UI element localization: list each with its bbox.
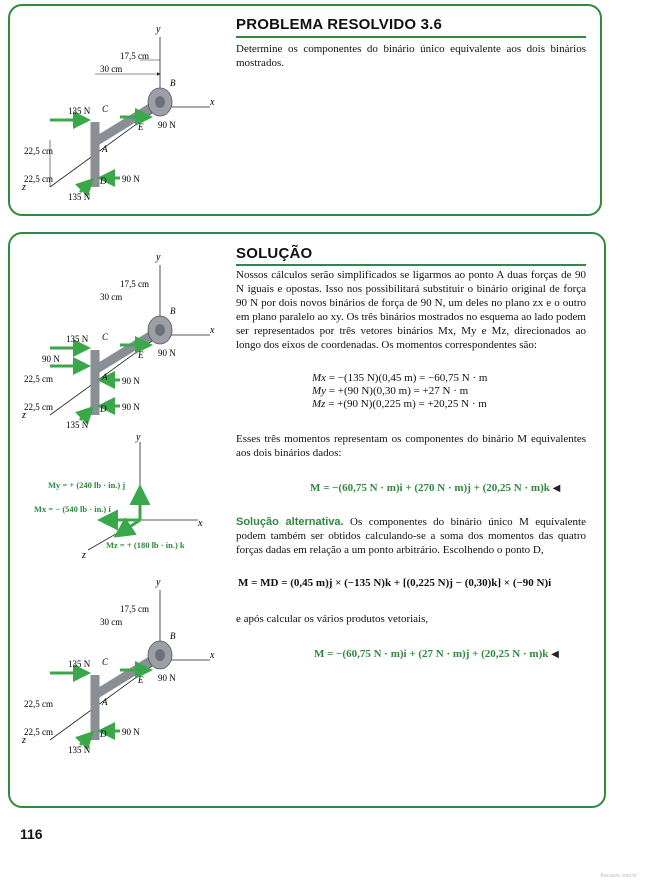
moment-z — [312, 398, 487, 411]
axis-z-label-2: z — [22, 410, 26, 421]
force-90-4b: 90 N — [122, 727, 140, 737]
dim-225-b: 22,5 cm — [24, 174, 53, 184]
solution-intro: Nossos cálculos serão simplificados se ligarmos ao ponto A duas forças de 90 N iguais e opostas. Isso nos possibilitará substituir o binário original de força 90 N por dois novos binários de força de 90 N, um deles no plano zx e o outro em plano paralelo ao xy. Os três binários mostrados no esquema ao lado podem ser representados por três vetores binários Mx, My e Mz, direcionados ao longo dos eixos de coordenadas. Os momentos correspondentes são: — [236, 269, 586, 351]
force-90-top: 90 N — [158, 120, 176, 130]
point-c-2: C — [102, 332, 109, 342]
solution-text2: Esses três momentos representam os componentes do binário M equivalentes aos dois binários dados: — [236, 433, 586, 459]
end-marker-1: ◀ — [552, 483, 561, 494]
axis-x-label-4: x — [210, 650, 215, 661]
dim-225-a: 22,5 cm — [24, 146, 53, 156]
problem-title-rule — [236, 36, 586, 38]
point-e-2: E — [138, 350, 144, 360]
alt-solution — [236, 515, 586, 557]
force-135-2b: 135 N — [66, 420, 89, 430]
dim-30-4: 30 cm — [100, 617, 123, 627]
moment-z-lhs: Mz — [312, 398, 326, 410]
moment-y-lhs: My — [312, 385, 327, 397]
force-135-4b: 135 N — [68, 745, 91, 755]
point-e: E — [138, 122, 144, 132]
force-135-2a: 135 N — [66, 334, 89, 344]
axis-y-label-4: y — [156, 577, 161, 588]
problem-figure — [20, 12, 230, 207]
axis-x-label-2: x — [210, 325, 215, 336]
alt-text: Os componentes do binário único M equivalente podem também ser obtidos calculando-se a soma dos momentos das quatro forças dadas em relação a um ponto arbitrário. Escolhendo o ponto D, — [236, 516, 586, 556]
watermark: fisicaexe.com.br — [600, 873, 637, 879]
result-2-text: M = −(60,75 N · m)i + (27 N · m)j + (20,25 N · m)k — [314, 648, 549, 660]
end-marker-2: ◀ — [551, 649, 559, 660]
vec-my: My = + (240 lb · in.) j — [48, 480, 126, 490]
page-number: 116 — [20, 826, 43, 842]
force-135-4a: 135 N — [68, 659, 91, 669]
result-1 — [310, 482, 560, 495]
point-e-4: E — [138, 675, 144, 685]
alt-equation: M = MD = (0,45 m)j × (−135 N)k + [(0,225 N)j − (0,30)k] × (−90 N)i — [238, 577, 552, 589]
force-90-2a: 90 N — [42, 354, 60, 364]
solution-text3: e após calcular os vários produtos vetoriais, — [236, 613, 429, 625]
dim-225-4a: 22,5 cm — [24, 699, 53, 709]
axis-z-label-4: z — [22, 735, 26, 746]
alt-label: Solução alternativa. — [236, 516, 344, 528]
vec-mx: Mx = − (540 lb · in.) i — [34, 504, 111, 514]
point-d: D — [100, 176, 107, 186]
point-b-4: B — [170, 631, 176, 641]
point-d-2: D — [100, 404, 107, 414]
force-90-2b: 90 N — [158, 348, 176, 358]
moment-y-rhs: = +(90 N)(0,30 m) = +27 N · m — [328, 385, 469, 397]
solution-figure-2 — [20, 565, 230, 760]
dim-175-4: 17,5 cm — [120, 604, 149, 614]
axis-y-label-2: y — [156, 252, 161, 263]
force-90-bottom: 90 N — [122, 174, 140, 184]
dim-225-2a: 22,5 cm — [24, 374, 53, 384]
point-a-4: A — [102, 697, 108, 707]
result-1-text: M = −(60,75 N · m)i + (270 N · m)j + (20,25 N · m)k — [310, 482, 550, 494]
point-c-4: C — [102, 657, 109, 667]
force-90-4a: 90 N — [158, 673, 176, 683]
point-c: C — [102, 104, 109, 114]
moment-y — [312, 385, 468, 398]
solution-title: SOLUÇÃO — [236, 245, 313, 262]
dim-225-4b: 22,5 cm — [24, 727, 53, 737]
problem-title: PROBLEMA RESOLVIDO 3.6 — [236, 16, 443, 33]
solution-title-rule — [236, 264, 586, 266]
axis-y-label: y — [156, 24, 161, 35]
point-a: A — [102, 144, 108, 154]
axis-z-label: z — [22, 182, 26, 193]
point-d-4: D — [100, 729, 107, 739]
dim-225-2b: 22,5 cm — [24, 402, 53, 412]
force-90-2c: 90 N — [122, 376, 140, 386]
dim-175-2: 17,5 cm — [120, 279, 149, 289]
moment-x-rhs: = −(135 N)(0,45 m) = −60,75 N · m — [328, 372, 488, 384]
moment-x-lhs: Mx — [312, 372, 327, 384]
force-135-bottom: 135 N — [68, 192, 91, 202]
point-b-2: B — [170, 306, 176, 316]
vec-axis-x: x — [198, 518, 203, 529]
axis-x-label: x — [210, 97, 215, 108]
force-90-2d: 90 N — [122, 402, 140, 412]
dim-30-2: 30 cm — [100, 292, 123, 302]
point-b: B — [170, 78, 176, 88]
moment-x — [312, 372, 487, 385]
dim-30: 30 cm — [100, 64, 123, 74]
point-a-2: A — [102, 372, 108, 382]
moment-vectors-figure — [20, 432, 230, 562]
force-135-top: 135 N — [68, 106, 91, 116]
result-2 — [314, 648, 559, 661]
vec-axis-z: z — [82, 550, 86, 561]
vec-axis-y: y — [136, 432, 141, 443]
problem-statement: Determine os componentes do binário único equivalente aos dois binários mostrados. — [236, 43, 586, 69]
solution-figure-1 — [20, 240, 230, 435]
vec-mz: Mz = + (180 lb · in.) k — [106, 540, 185, 550]
dim-175: 17,5 cm — [120, 51, 149, 61]
moment-z-rhs: = +(90 N)(0,225 m) = +20,25 N · m — [328, 398, 487, 410]
